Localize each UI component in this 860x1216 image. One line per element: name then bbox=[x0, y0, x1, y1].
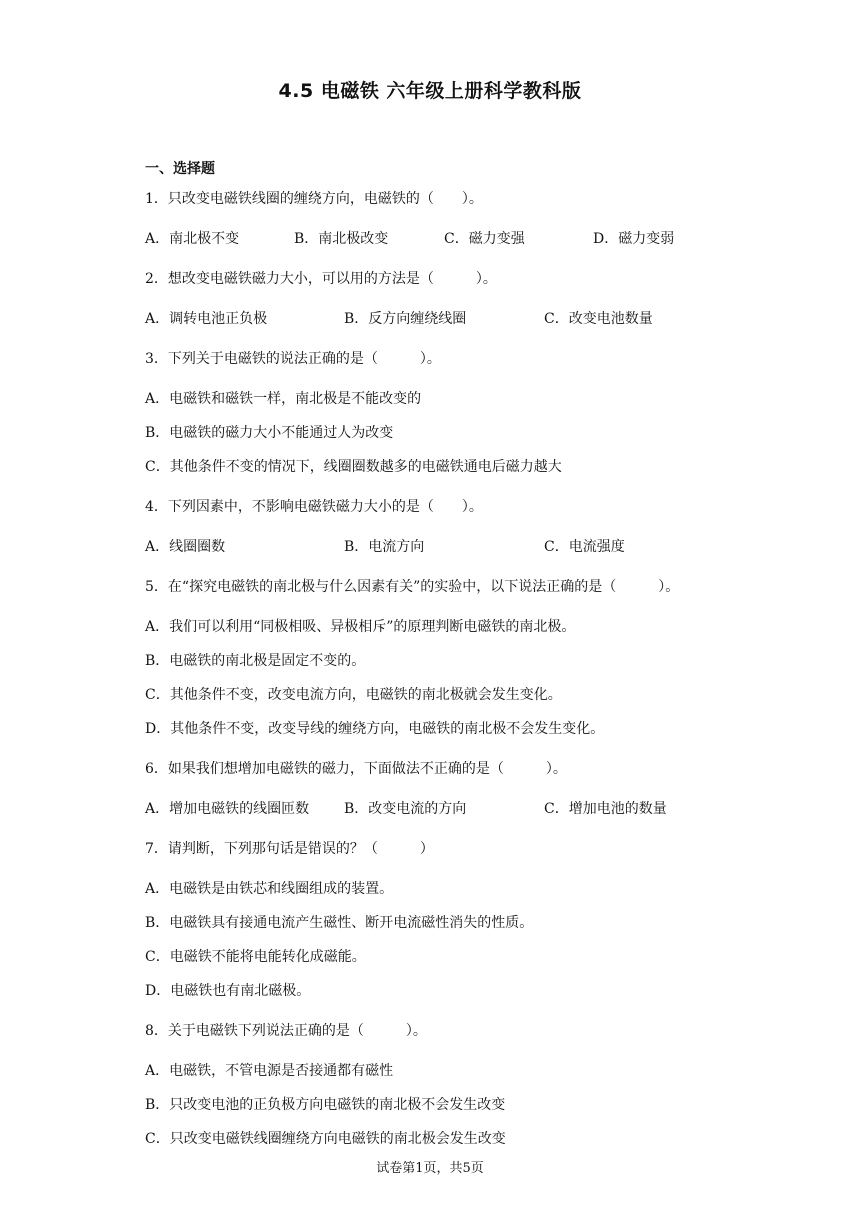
option-b: B．电磁铁具有接通电流产生磁性、断开电流磁性消失的性质。 bbox=[145, 915, 534, 931]
option-b: B．南北极改变 bbox=[294, 231, 389, 247]
page-footer: 试卷第1页，共5页 bbox=[376, 1161, 484, 1176]
option-c: C．改变电池数量 bbox=[544, 311, 653, 327]
option-b: B．反方向缠绕线圈 bbox=[344, 311, 467, 327]
options-row bbox=[145, 228, 745, 250]
question-4 bbox=[145, 496, 745, 558]
option-c: C．磁力变强 bbox=[444, 231, 525, 247]
question-7 bbox=[145, 838, 745, 1002]
section-heading: 一、选择题 bbox=[145, 161, 215, 177]
document-title: 4.5 电磁铁 六年级上册科学教科版 bbox=[278, 80, 582, 102]
options-row bbox=[145, 798, 745, 820]
question-list bbox=[145, 188, 745, 1168]
option-c: C．电磁铁不能将电能转化成磁能。 bbox=[145, 949, 366, 965]
option-a: A．调转电池正负极 bbox=[145, 311, 268, 327]
option-d: D．其他条件不变，改变导线的缠绕方向，电磁铁的南北极不会发生变化。 bbox=[145, 721, 605, 737]
option-a: A．线圈圈数 bbox=[145, 539, 226, 555]
question-5 bbox=[145, 576, 745, 740]
options-row bbox=[145, 536, 745, 558]
option-a: A．电磁铁是由铁芯和线圈组成的装置。 bbox=[145, 881, 394, 897]
question-8 bbox=[145, 1020, 745, 1150]
question-stem: 3．下列关于电磁铁的说法正确的是（ ）。 bbox=[145, 351, 441, 367]
question-stem: 4．下列因素中，不影响电磁铁磁力大小的是（ ）。 bbox=[145, 499, 483, 515]
option-b: B．电磁铁的磁力大小不能通过人为改变 bbox=[145, 425, 394, 441]
question-stem: 7．请判断，下列那句话是错误的？（ ） bbox=[145, 841, 434, 857]
option-a: A．增加电磁铁的线圈匝数 bbox=[145, 801, 310, 817]
option-c: C．其他条件不变，改变电流方向，电磁铁的南北极就会发生变化。 bbox=[145, 687, 562, 703]
question-6 bbox=[145, 758, 745, 820]
option-b: B．电磁铁的南北极是固定不变的。 bbox=[145, 653, 366, 669]
option-b: B．只改变电池的正负极方向电磁铁的南北极不会发生改变 bbox=[145, 1097, 506, 1113]
question-stem: 6．如果我们想增加电磁铁的磁力，下面做法不正确的是（ ）。 bbox=[145, 761, 567, 777]
option-c: C．其他条件不变的情况下，线圈圈数越多的电磁铁通电后磁力越大 bbox=[145, 459, 562, 475]
question-stem: 5．在“探究电磁铁的南北极与什么因素有关”的实验中，以下说法正确的是（ ）。 bbox=[145, 579, 680, 595]
option-c: C．增加电池的数量 bbox=[544, 801, 667, 817]
option-a: A．电磁铁，不管电源是否接通都有磁性 bbox=[145, 1063, 394, 1079]
option-b: B．电流方向 bbox=[344, 539, 425, 555]
option-d: D．电磁铁也有南北磁极。 bbox=[145, 983, 311, 999]
option-a: A．我们可以利用“同极相吸、异极相斥”的原理判断电磁铁的南北极。 bbox=[145, 619, 576, 635]
question-stem: 8．关于电磁铁下列说法正确的是（ ）。 bbox=[145, 1023, 427, 1039]
option-c: C．只改变电磁铁线圈缠绕方向电磁铁的南北极会发生改变 bbox=[145, 1131, 506, 1147]
option-b: B．改变电流的方向 bbox=[344, 801, 467, 817]
question-stem: 1．只改变电磁铁线圈的缠绕方向，电磁铁的（ ）。 bbox=[145, 191, 483, 207]
question-1 bbox=[145, 188, 745, 250]
question-3 bbox=[145, 348, 745, 478]
option-a: A．电磁铁和磁铁一样，南北极是不能改变的 bbox=[145, 391, 422, 407]
options-row bbox=[145, 308, 745, 330]
option-c: C．电流强度 bbox=[544, 539, 625, 555]
question-2 bbox=[145, 268, 745, 330]
question-stem: 2．想改变电磁铁磁力大小，可以用的方法是（ ）。 bbox=[145, 271, 497, 287]
option-a: A．南北极不变 bbox=[145, 231, 240, 247]
option-d: D．磁力变弱 bbox=[593, 231, 675, 247]
